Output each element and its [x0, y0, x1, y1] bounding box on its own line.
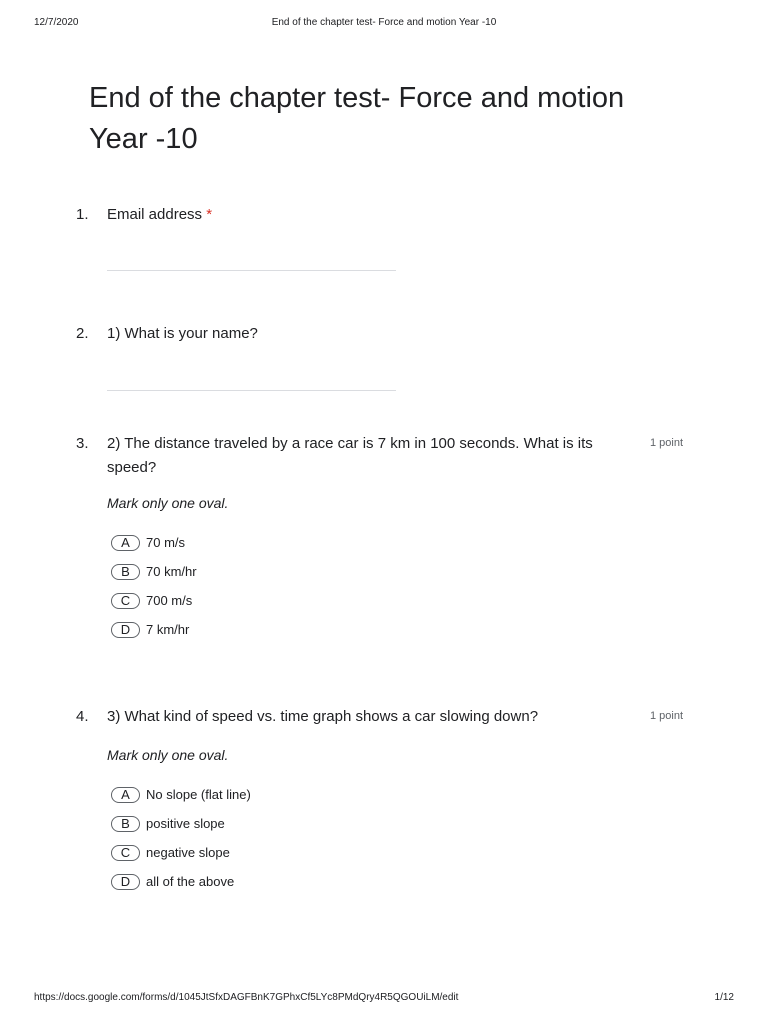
points-label: 1 point: [650, 710, 684, 722]
question-label: Email address: [107, 206, 203, 223]
question-number: 4.: [76, 708, 89, 725]
oval-radio[interactable]: D: [111, 622, 140, 638]
question-number: 2.: [76, 325, 89, 342]
option-label: 7 km/hr: [146, 622, 190, 637]
form-title: End of the chapter test- Force and motion Year -10: [89, 82, 625, 155]
option-label: 70 km/hr: [146, 564, 197, 579]
page-number: 1/12: [714, 992, 734, 1003]
name-answer-field[interactable]: [107, 390, 396, 391]
required-asterisk: *: [206, 206, 213, 223]
question-text: 1) What is your name?: [107, 325, 258, 342]
option-label: 700 m/s: [146, 593, 193, 608]
email-answer-field[interactable]: [107, 270, 396, 271]
option-b[interactable]: [111, 564, 411, 582]
option-a[interactable]: [111, 787, 411, 805]
print-footer: [0, 992, 768, 1006]
oval-radio[interactable]: C: [111, 593, 140, 609]
option-c[interactable]: [111, 845, 411, 863]
option-label: all of the above: [146, 874, 235, 889]
option-d[interactable]: [111, 622, 411, 640]
oval-radio[interactable]: B: [111, 816, 140, 832]
print-page-title: End of the chapter test- Force and motion Year -10: [271, 17, 497, 28]
oval-radio[interactable]: D: [111, 874, 140, 890]
option-label: 70 m/s: [146, 535, 186, 550]
option-d[interactable]: [111, 874, 411, 892]
option-label: positive slope: [146, 816, 225, 831]
print-date: 12/7/2020: [34, 17, 79, 28]
question-text: 3) What kind of speed vs. time graph shows a car slowing down?: [107, 708, 539, 725]
question-number: 1.: [76, 206, 89, 223]
oval-radio[interactable]: B: [111, 564, 140, 580]
oval-radio[interactable]: C: [111, 845, 140, 861]
instruction-text: Mark only one oval.: [107, 495, 229, 511]
instruction-text: Mark only one oval.: [107, 747, 229, 763]
option-a[interactable]: [111, 535, 411, 553]
question-text: 2) The distance traveled by a race car is 7 km in 100 seconds. What is its speed?: [107, 435, 593, 476]
points-label: 1 point: [650, 437, 684, 449]
print-header: [0, 17, 768, 31]
question-text: [107, 203, 622, 227]
question-number: 3.: [76, 435, 89, 452]
oval-radio[interactable]: A: [111, 535, 140, 551]
option-label: negative slope: [146, 845, 230, 860]
oval-radio[interactable]: A: [111, 787, 140, 803]
option-label: No slope (flat line): [146, 787, 251, 802]
option-b[interactable]: [111, 816, 411, 834]
option-c[interactable]: [111, 593, 411, 611]
print-url: https://docs.google.com/forms/d/1045JtSfxDAGFBnK7GPhxCf5LYc8PMdQry4R5QGOUiLM/edit: [34, 992, 459, 1003]
